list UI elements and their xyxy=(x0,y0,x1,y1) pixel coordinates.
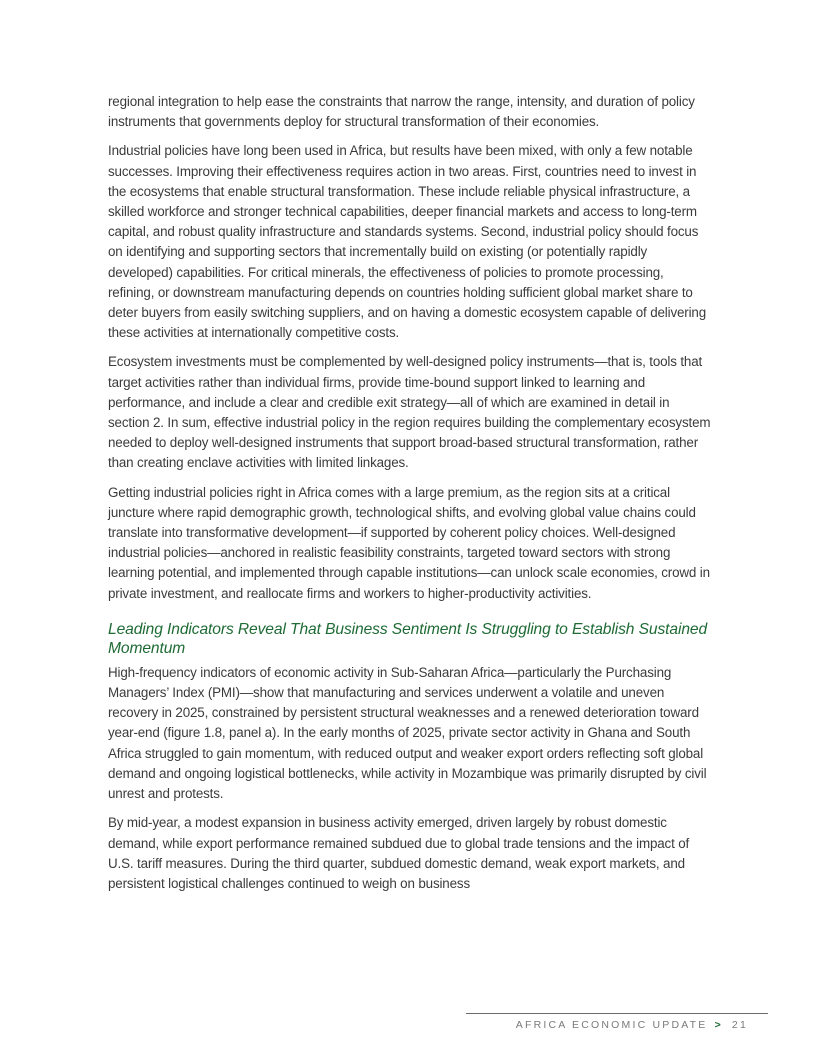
body-paragraph: By mid-year, a modest expansion in business activity emerged, driven largely by robust domestic demand, while export performance remained subdued due to global trade tensions and the impact of U.S. tariff measures. During the third quarter, subdued domestic demand, weak export markets, and persistent logistical challenges continued to weigh on business xyxy=(108,815,690,891)
body-paragraph: High-frequency indicators of economic activity in Sub-Saharan Africa—particularly the Purchasing Managers’ Index (PMI)—show that manufacturing and services underwent a volatile and uneven recovery in 2025, constrained by persistent structural weaknesses and a renewed deterioration toward year-end (figure 1.8, panel a). In the early months of 2025, private sector activity in Ghana and South Africa struggled to gain momentum, with reduced output and weaker export orders reflecting soft global demand and ongoing logistical bottlenecks, while activity in Mozambique was primarily disrupted by civil unrest and protests. xyxy=(108,664,707,802)
page-number: 21 xyxy=(731,1019,748,1031)
page-footer xyxy=(466,1013,768,1031)
body-paragraph: Getting industrial policies right in Africa comes with a large premium, as the region sits at a critical juncture where rapid demographic growth, technological shifts, and evolving global value chains could translate into transformative development—if supported by coherent policy choices. Well-designed industrial policies—anchored in realistic feasibility constraints, targeted toward sectors with strong learning potential, and implemented through capable institutions—can unlock scale economies, crowd in private investment, and reallocate firms and workers to higher-productivity activities. xyxy=(108,484,710,601)
footer-row xyxy=(516,1019,748,1031)
body-paragraph: regional integration to help ease the constraints that narrow the range, intensity, and duration of policy instruments that governments deploy for structural transformation of their economies. xyxy=(108,94,695,130)
body-paragraph: Industrial policies have long been used in Africa, but results have been mixed, with only a few notable successes. Improving their effectiveness requires action in two areas. First, countries need to invest in the ecosystems that enable structural transformation. These include reliable physical infrastructure, a skilled workforce and stronger technical capabilities, deeper financial markets and access to long-term capital, and robust quality infrastructure and standards systems. Second, industrial policy should focus on identifying and supporting sectors that incrementally build on existing (or potentially rapidly developed) capabilities. For critical minerals, the effectiveness of policies to promote processing, refining, or downstream manufacturing depends on countries holding sufficient global market share to deter buyers from easily switching suppliers, and on having a domestic ecosystem capable of delivering these activities at internationally competitive costs. xyxy=(108,143,707,341)
body-paragraph: Ecosystem investments must be complemented by well-designed policy instruments—that is, tools that target activities rather than individual firms, provide time-bound support linked to learning and performance, and include a clear and credible exit strategy—all of which are examined in detail in section 2. In sum, effective industrial policy in the region requires building the complementary ecosystem needed to deploy well-designed instruments that support broad-based structural transformation, rather than creating enclave activities with limited linkages. xyxy=(108,354,711,471)
page-body xyxy=(108,92,712,903)
running-title: AFRICA ECONOMIC UPDATE xyxy=(515,1019,708,1031)
section-heading: Leading Indicators Reveal That Business Sentiment Is Struggling to Establish Sustained Momentum xyxy=(108,620,708,658)
chevron-right-icon: > xyxy=(714,1019,721,1031)
